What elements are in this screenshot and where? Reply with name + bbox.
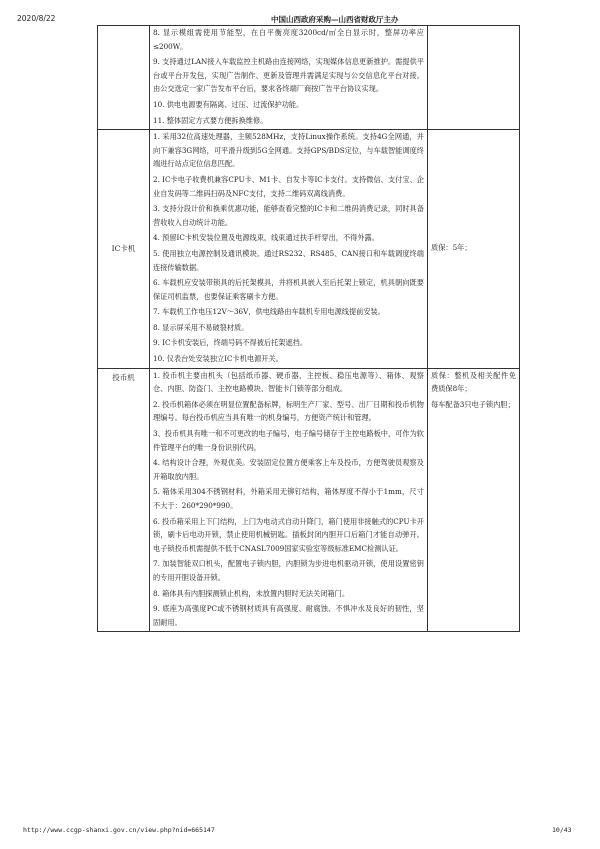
table-row bbox=[98, 130, 520, 369]
spec-cell bbox=[150, 368, 428, 632]
spec-item: 8. 显示屏采用不易破裂材质。 bbox=[153, 322, 249, 332]
item-name-cell bbox=[98, 26, 150, 130]
spec-item: 6. 投币箱采用上下门结构，上门为电动式自动升降门，箱门使用非接触式的CPU卡开锁，刷卡后电动开锁，禁止使用机械钥匙。插板封闭内胆开口后箱门才能自动弹开。电子锁投币机需提供不低于CNASL7009国家实验室等级标准EMC检测认证。 bbox=[153, 516, 424, 553]
spec-item: 8. 显示模组需使用节能型，在白平衡亮度3200cd/㎡全白显示时，整屏功率应≤200W。 bbox=[153, 28, 424, 51]
spec-item: 3. 支持分段计价和换乘优惠功能，能够查看完整的IC卡和二维码消费记录，同时具备营收收入自动统计功能。 bbox=[153, 204, 424, 227]
warranty-note: 质保：整机及相关配件免费质保8年； bbox=[431, 370, 516, 394]
note-cell bbox=[428, 368, 520, 632]
spec-item: 9. 支持通过LAN接入车载监控主机路由连接网络，实现媒体信息更新推护。需提供平台或平台开发包，实现广告制作、更新及管理并需满足实现与公交信息化平台对接。由公交选定一家广告发布平台后，要求各终端厂商按广告平台协议实现。 bbox=[153, 57, 424, 94]
warranty-note: 质保：5年； bbox=[431, 243, 472, 253]
spec-item: 2. IC卡电子收费机兼容CPU卡、M1卡、自发卡等IC卡支付。支持微信、支付宝、企业自发码等二维码扫码及NFC支付，支持二维码双离线消费。 bbox=[153, 174, 424, 198]
spec-item: 5. 使用独立电源控制及通讯模块。通过RS232、RS485、CAN接口和车载调度终端连接传输数据。 bbox=[153, 248, 424, 272]
spec-item: 7. 车载机工作电压12V～36V，供电线路由车载机专用电源线提前安装。 bbox=[153, 307, 385, 317]
spec-cell bbox=[150, 26, 428, 130]
spec-item: 1. 投币机主要由机头（包括纸币器、硬币器、主控板、稳压电源等）、箱体、观察仓、内胆、防盗门、主控电路模块、智能卡门锁等部分组成。 bbox=[153, 370, 424, 394]
spec-item: 10. 供电电源要有隔离、过压、过流保护功能。 bbox=[153, 99, 304, 109]
spec-item: 9. IC卡机安装后，终端号码不得被后托架遮挡。 bbox=[153, 338, 308, 348]
page-header bbox=[0, 10, 600, 26]
note-cell bbox=[428, 130, 520, 369]
page-number: 10/43 bbox=[552, 826, 572, 834]
site-title: 中国山西政府采购—山西省财政厅主办 bbox=[271, 15, 399, 24]
spec-item: 7. 加装智能双口机头，配置电子锁内胆，内胆锁为步进电机驱动开锁，使用设置密钥的专用开胆设备开锁。 bbox=[153, 559, 424, 582]
note-cell bbox=[428, 26, 520, 130]
spec-item: 11. 整体固定方式要方便拆换维修。 bbox=[153, 115, 268, 125]
spec-item: 1. 采用32位高速处理器，主频528MHz，支持Linux操作系统。支持4G全网通，并向下兼容3G网络，可平滑升级到5G全网通。支持GPS/BDS定位，与车载智能调度终端进行站点定位信息匹配。 bbox=[153, 132, 424, 169]
page-url[interactable]: http://www.ccgp-shanxi.gov.cn/view.php?nid=665147 bbox=[23, 826, 215, 834]
spec-cell bbox=[150, 130, 428, 369]
spec-item: 8. 箱体具有内胆探测锁止机构，未放置内胆时无法关闭箱门。 bbox=[153, 588, 350, 598]
table-row bbox=[98, 368, 520, 632]
item-name-cell: 投币机 bbox=[98, 368, 150, 632]
spec-item: 6. 车载机应安装带锁具的后托架模具，并将机具嵌入至后托架上锁定，机具朝向既要保证司机监票，也要保证乘客刷卡方便。 bbox=[153, 278, 424, 301]
spec-item: 9. 底座为高强度PC或不锈钢材质具有高强度、耐腐蚀、不惧冲水及良好的韧性，坚固耐用。 bbox=[153, 604, 424, 627]
spec-item: 2. 投币机箱体必须在明显位置配备标牌，标明生产厂家、型号、出厂日期和投币机物理编号。每台投币机应当具有唯一的机身编号，方便资产统计和管理。 bbox=[153, 399, 424, 423]
print-date: 2020/8/22 bbox=[17, 14, 56, 23]
spec-item: 10. 仪表台处安装独立IC卡机电源开关。 bbox=[153, 354, 283, 364]
spec-item: 3、投币机具有唯一和不可更改的电子编号，电子编号储存于主控电路板中，可作为软件管理平台的唯一身份识别代码。 bbox=[153, 429, 424, 452]
table-row bbox=[98, 26, 520, 130]
spec-table bbox=[97, 25, 520, 632]
item-name-cell: IC卡机 bbox=[98, 130, 150, 369]
spec-item: 4. 结构设计合理，外观优美。安装固定位置方便乘客上车及投币，方便驾驶员观察及开箱取放内胆。 bbox=[153, 458, 424, 481]
spec-item: 5. 箱体采用304不锈钢材料，外箱采用无铆钉结构，箱体厚度不得小于1mm，尺寸不大于：260*290*990。 bbox=[153, 487, 424, 510]
lock-note: 每车配备3只电子锁内胆； bbox=[431, 399, 515, 409]
spec-item: 4. 预留IC卡机安装位置及电源线束，线束通过扶手杆穿出，不得外露。 bbox=[153, 233, 379, 243]
